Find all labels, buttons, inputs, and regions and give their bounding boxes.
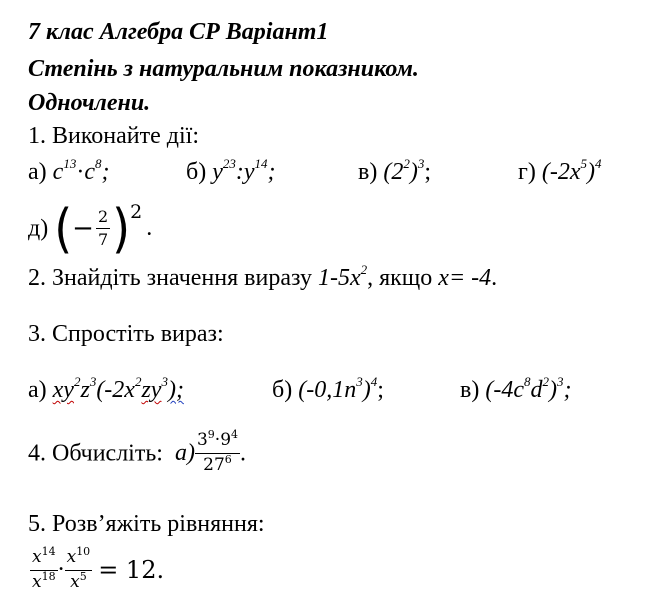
task4-num-dot: ·: [214, 429, 221, 450]
task5-f1-num: [30, 544, 58, 571]
task1-v-end: ;: [424, 159, 431, 185]
task4-numerator: [195, 427, 240, 454]
task1-d-minus: −: [72, 213, 94, 244]
task5-f1-num-e: 14: [41, 544, 56, 558]
task5-rhs: = 12.: [98, 556, 165, 585]
task1-b-label: б): [186, 159, 207, 185]
task4-fraction: [195, 427, 240, 477]
task3-a: [28, 376, 184, 407]
task2-expr: 1-5x: [317, 265, 361, 291]
task4-denominator: [195, 454, 240, 477]
task3-v-p3: ): [548, 377, 557, 403]
task2-cond: x= -4: [438, 265, 492, 291]
task1-g-open: (-2x: [541, 159, 581, 185]
task1-d-fraction: [96, 207, 110, 250]
task5-f2-den-e: 5: [79, 569, 87, 583]
right-paren: ): [112, 197, 131, 260]
task5-f2-num-b: x: [66, 546, 77, 567]
task3-a-e4: 3: [161, 374, 168, 389]
task5-f1-den: [30, 571, 58, 594]
task1-d-exp: 2: [130, 201, 143, 224]
task3-b-e2: 4: [370, 374, 378, 389]
task3-v-e2: 2: [542, 374, 549, 389]
task1-d-label: д): [28, 215, 49, 242]
task1-g-exp-outer: 4: [594, 156, 602, 171]
task2-mid: , якщо: [367, 265, 439, 291]
task2-end: .: [491, 265, 498, 291]
task2-text: 2. Знайдіть значення виразу: [28, 265, 318, 291]
task3-v: [460, 376, 571, 407]
task3-b-label: б): [272, 377, 293, 403]
task3-v-e3: 3: [556, 374, 564, 389]
task3-v-end: ;: [563, 377, 572, 403]
task1-g-close: ): [586, 159, 595, 185]
task4-label: а): [174, 440, 195, 467]
topic-title: Степінь з натуральним показником.: [28, 56, 419, 82]
task3-b-p1: (-0,1n: [298, 377, 357, 403]
task5-fraction-2: [65, 544, 93, 594]
task3-a-p5: );: [167, 377, 184, 403]
task3-v-p1: (-4c: [485, 377, 524, 403]
task4-num-e1: 9: [207, 427, 215, 441]
task1-v-exp-inner: 2: [403, 156, 410, 171]
task3-a-e2: 3: [89, 374, 97, 389]
task5-f2-den-b: x: [70, 571, 80, 592]
task1-b-base1: y: [212, 159, 223, 185]
task1-title: 1. Виконайте дії:: [28, 123, 199, 149]
task1-g-label: г): [518, 159, 536, 185]
task1-d-num: 2: [96, 207, 110, 229]
task4-num-b2: 9: [220, 429, 232, 450]
task1-b-base2: y: [243, 159, 255, 185]
task3-title: 3. Спростіть вираз:: [28, 321, 224, 347]
task1-a: [28, 158, 109, 189]
task3-b-e1: 3: [356, 374, 363, 389]
task1-v-open: (2: [383, 159, 404, 185]
task3-v-p2: d: [530, 377, 543, 403]
task1-a-exp1: 13: [63, 156, 77, 171]
task5-dot: ·: [57, 557, 65, 583]
left-paren: (: [54, 197, 73, 260]
task4-num-b1: 3: [196, 429, 208, 450]
task4-title: 4. Обчисліть:: [28, 440, 163, 467]
task3-a-label: а): [28, 377, 47, 403]
task1-b-exp1: 23: [222, 156, 236, 171]
task5-f1-num-b: x: [32, 546, 42, 567]
task4-num-e2: 4: [231, 427, 239, 441]
task1-g-exp-inner: 5: [580, 156, 587, 171]
task3-a-e3: 2: [134, 374, 142, 389]
task2-expr-exp: 2: [360, 262, 368, 277]
task1-v-exp-outer: 3: [417, 156, 425, 171]
task3-b: [272, 376, 384, 407]
worksheet-title: 7 клас Алгебра СР Варіант1: [28, 19, 329, 45]
task5-fraction-1: [30, 544, 58, 594]
task5-f2-den: [65, 571, 93, 594]
task3-v-e1: 8: [523, 374, 531, 389]
task1-a-end: ;: [101, 159, 110, 185]
task1-d-end: .: [146, 215, 153, 242]
task3-v-label: в): [460, 377, 480, 403]
task4-end: .: [240, 440, 247, 467]
task5-title: 5. Розв’яжіть рівняння:: [28, 511, 265, 537]
task1-b-exp2: 14: [254, 156, 268, 171]
task1-d: [28, 197, 153, 260]
task3-b-end: ;: [377, 377, 384, 403]
task1-a-base1: c: [52, 159, 64, 185]
task4-den-e: 6: [224, 452, 232, 466]
task1-b-colon: :: [235, 159, 244, 185]
task5-f2-num: [65, 544, 93, 571]
task1-a-label: а): [28, 159, 47, 185]
task2: [28, 264, 497, 295]
subtopic-title: Одночлени.: [28, 90, 151, 116]
task4: [28, 428, 246, 477]
task3-a-p2: z: [80, 377, 90, 403]
task1-a-exp2: 8: [94, 156, 102, 171]
task1-v: [358, 158, 431, 189]
task1-v-close: ): [409, 159, 418, 185]
task5-f1-den-e: 18: [41, 569, 56, 583]
task1-a-base2: c: [84, 159, 95, 185]
task3-a-p4: zy: [141, 377, 162, 403]
task5-f1-den-b: x: [32, 571, 42, 592]
task1-g: [518, 158, 601, 189]
task3-a-p1: xy: [52, 377, 74, 403]
task3-a-e1: 2: [73, 374, 81, 389]
task5-equation: [30, 544, 164, 595]
task3-a-p3: (-2x: [96, 377, 135, 403]
task3-b-p2: ): [362, 377, 371, 403]
task1-b: [186, 158, 276, 189]
task1-a-dot: ·: [76, 159, 85, 185]
task1-v-label: в): [358, 159, 378, 185]
task4-den-b: 27: [203, 454, 225, 475]
task5-f2-num-e: 10: [76, 544, 91, 558]
task1-b-end: ;: [267, 159, 276, 185]
task1-d-den: 7: [97, 229, 109, 249]
